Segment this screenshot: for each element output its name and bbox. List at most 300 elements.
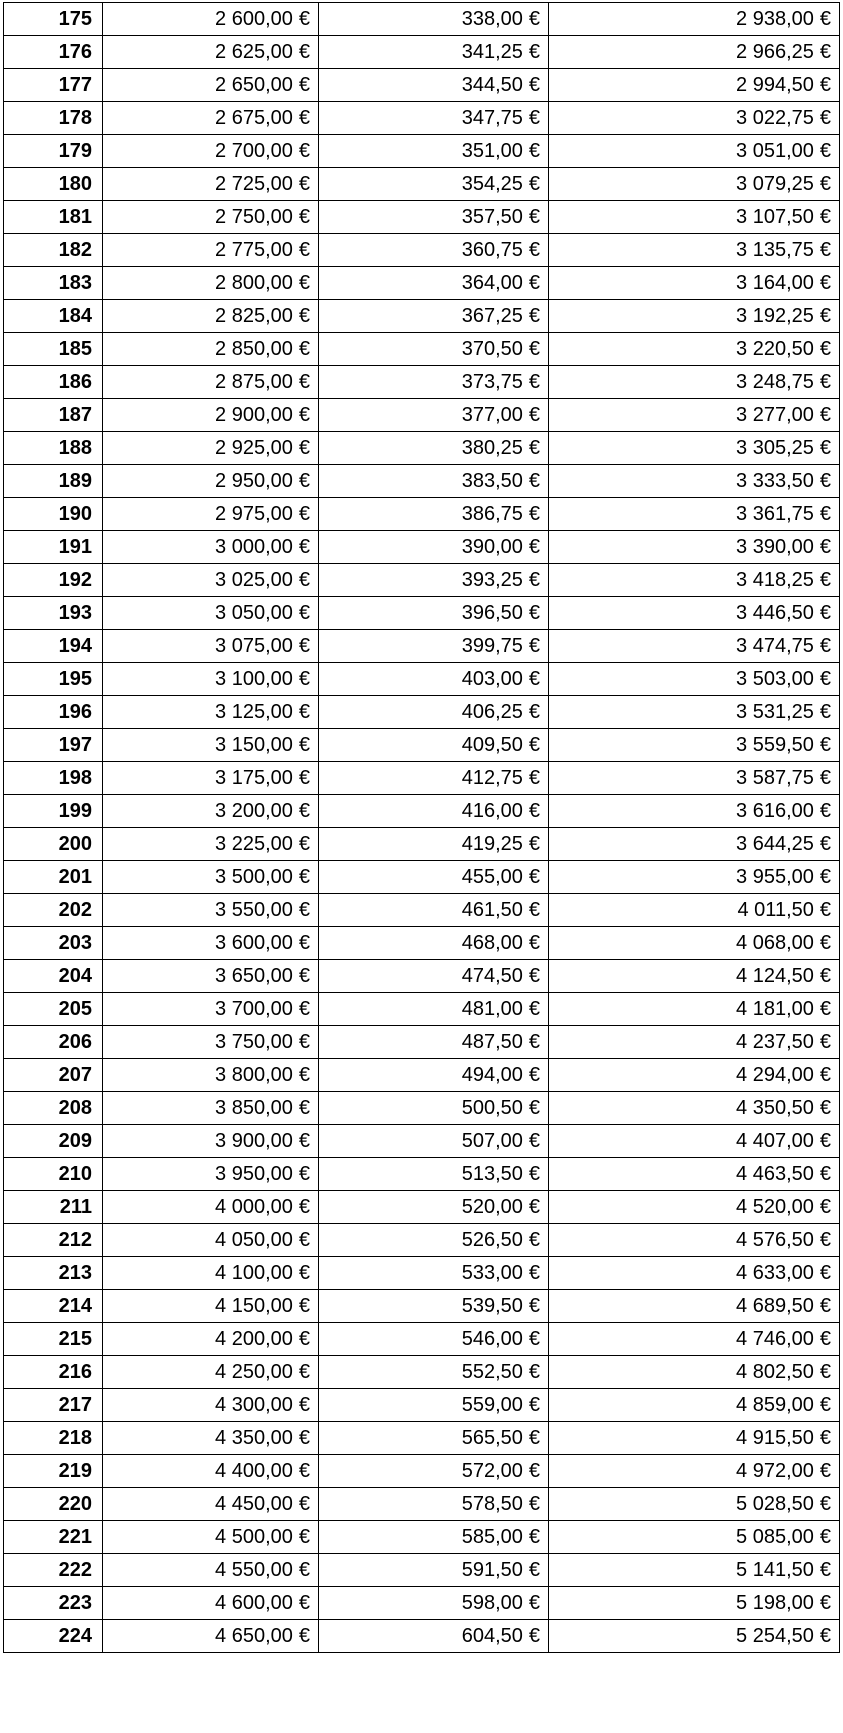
euro-icon: € <box>819 998 831 1020</box>
tax-cell <box>319 1059 549 1092</box>
euro-icon: € <box>298 1262 310 1284</box>
euro-icon: € <box>528 1361 540 1383</box>
cell-value: 189 <box>58 470 92 492</box>
tax-cell <box>319 498 549 531</box>
table-row <box>4 201 840 234</box>
cell-value: 198 <box>58 767 92 789</box>
cell-value: 2 966,25 <box>736 41 814 63</box>
euro-icon: € <box>819 1460 831 1482</box>
table-row <box>4 696 840 729</box>
cell-value: 5 198,00 <box>736 1592 814 1614</box>
row-number-cell <box>4 828 103 861</box>
row-number-cell <box>4 135 103 168</box>
cell-value: 179 <box>58 140 92 162</box>
cell-value: 188 <box>58 437 92 459</box>
cell-value: 180 <box>58 173 92 195</box>
cell-value: 215 <box>58 1328 92 1350</box>
euro-icon: € <box>298 1163 310 1185</box>
euro-icon: € <box>819 239 831 261</box>
euro-icon: € <box>819 734 831 756</box>
cell-value: 3 164,00 <box>736 272 814 294</box>
cell-value: 3 107,50 <box>736 206 814 228</box>
euro-icon: € <box>819 635 831 657</box>
euro-icon: € <box>298 1592 310 1614</box>
euro-icon: € <box>298 41 310 63</box>
euro-icon: € <box>819 1559 831 1581</box>
total-cell <box>549 531 840 564</box>
amount-cell <box>103 1257 319 1290</box>
cell-value: 3 050,00 <box>215 602 293 624</box>
euro-icon: € <box>298 107 310 129</box>
euro-icon: € <box>528 734 540 756</box>
total-cell <box>549 1323 840 1356</box>
table-row <box>4 1356 840 1389</box>
cell-value: 197 <box>58 734 92 756</box>
table-row <box>4 36 840 69</box>
tax-cell <box>319 861 549 894</box>
cell-value: 200 <box>58 833 92 855</box>
euro-icon: € <box>819 503 831 525</box>
euro-icon: € <box>298 371 310 393</box>
tax-cell <box>319 1356 549 1389</box>
total-cell <box>549 465 840 498</box>
amount-cell <box>103 300 319 333</box>
euro-icon: € <box>298 536 310 558</box>
euro-icon: € <box>819 866 831 888</box>
total-cell <box>549 1455 840 1488</box>
tax-cell <box>319 1026 549 1059</box>
total-cell <box>549 828 840 861</box>
total-cell <box>549 201 840 234</box>
row-number-cell <box>4 1455 103 1488</box>
total-cell <box>549 663 840 696</box>
euro-icon: € <box>819 305 831 327</box>
cell-value: 223 <box>58 1592 92 1614</box>
euro-icon: € <box>819 140 831 162</box>
euro-icon: € <box>298 1526 310 1548</box>
euro-icon: € <box>298 239 310 261</box>
amount-cell <box>103 729 319 762</box>
cell-value: 176 <box>58 41 92 63</box>
amount-cell <box>103 1224 319 1257</box>
euro-icon: € <box>298 767 310 789</box>
cell-value: 3 079,25 <box>736 173 814 195</box>
cell-value: 175 <box>58 8 92 30</box>
tax-cell <box>319 168 549 201</box>
table-row <box>4 300 840 333</box>
table-row <box>4 168 840 201</box>
amount-cell <box>103 1059 319 1092</box>
cell-value: 2 800,00 <box>215 272 293 294</box>
euro-icon: € <box>819 701 831 723</box>
cell-value: 4 802,50 <box>736 1361 814 1383</box>
euro-icon: € <box>298 1460 310 1482</box>
euro-icon: € <box>819 437 831 459</box>
cell-value: 212 <box>58 1229 92 1251</box>
tax-cell <box>319 1257 549 1290</box>
cell-value: 4 407,00 <box>736 1130 814 1152</box>
row-number-cell <box>4 69 103 102</box>
table-row <box>4 1158 840 1191</box>
total-cell <box>549 432 840 465</box>
cell-value: 4 463,50 <box>736 1163 814 1185</box>
euro-icon: € <box>528 1196 540 1218</box>
cell-value: 3 500,00 <box>215 866 293 888</box>
cell-value: 5 254,50 <box>736 1625 814 1647</box>
euro-icon: € <box>298 602 310 624</box>
tax-cell <box>319 696 549 729</box>
tax-cell <box>319 135 549 168</box>
cell-value: 2 700,00 <box>215 140 293 162</box>
euro-icon: € <box>528 635 540 657</box>
table-row <box>4 1488 840 1521</box>
euro-icon: € <box>528 74 540 96</box>
cell-value: 2 994,50 <box>736 74 814 96</box>
amount-cell <box>103 69 319 102</box>
euro-icon: € <box>819 1361 831 1383</box>
cell-value: 5 085,00 <box>736 1526 814 1548</box>
cell-value: 4 300,00 <box>215 1394 293 1416</box>
amount-cell <box>103 168 319 201</box>
row-number-cell <box>4 729 103 762</box>
row-number-cell <box>4 1092 103 1125</box>
tax-cell <box>319 1521 549 1554</box>
cell-value: 208 <box>58 1097 92 1119</box>
cell-value: 3 650,00 <box>215 965 293 987</box>
tax-cell <box>319 234 549 267</box>
row-number-cell <box>4 1257 103 1290</box>
euro-icon: € <box>528 8 540 30</box>
cell-value: 4 450,00 <box>215 1493 293 1515</box>
tax-cell <box>319 894 549 927</box>
table-row <box>4 927 840 960</box>
cell-value: 2 925,00 <box>215 437 293 459</box>
table-row <box>4 1125 840 1158</box>
tax-cell <box>319 1620 549 1653</box>
cell-value: 222 <box>58 1559 92 1581</box>
cell-value: 3 800,00 <box>215 1064 293 1086</box>
row-number-cell <box>4 696 103 729</box>
amount-cell <box>103 762 319 795</box>
amount-cell <box>103 366 319 399</box>
tax-cell <box>319 69 549 102</box>
tax-cell <box>319 1422 549 1455</box>
table-row <box>4 663 840 696</box>
amount-cell <box>103 894 319 927</box>
cell-value: 4 859,00 <box>736 1394 814 1416</box>
euro-icon: € <box>528 305 540 327</box>
table-row <box>4 894 840 927</box>
euro-icon: € <box>528 701 540 723</box>
euro-icon: € <box>298 1493 310 1515</box>
cell-value: 3 150,00 <box>215 734 293 756</box>
cell-value: 3 550,00 <box>215 899 293 921</box>
euro-icon: € <box>528 239 540 261</box>
total-cell <box>549 498 840 531</box>
amount-cell <box>103 1455 319 1488</box>
amount-cell <box>103 960 319 993</box>
cell-value: 4 633,00 <box>736 1262 814 1284</box>
total-cell <box>549 102 840 135</box>
euro-icon: € <box>528 437 540 459</box>
row-number-cell <box>4 630 103 663</box>
tax-cell <box>319 663 549 696</box>
euro-icon: € <box>819 965 831 987</box>
tax-cell <box>319 729 549 762</box>
row-number-cell <box>4 894 103 927</box>
total-cell <box>549 1158 840 1191</box>
euro-icon: € <box>528 41 540 63</box>
tax-cell <box>319 1587 549 1620</box>
total-cell <box>549 36 840 69</box>
row-number-cell <box>4 960 103 993</box>
cell-value: 214 <box>58 1295 92 1317</box>
euro-icon: € <box>298 1427 310 1449</box>
euro-icon: € <box>528 1427 540 1449</box>
cell-value: 4 500,00 <box>215 1526 293 1548</box>
cell-value: 181 <box>58 206 92 228</box>
table-row <box>4 1224 840 1257</box>
total-cell <box>549 234 840 267</box>
tax-cell <box>319 1554 549 1587</box>
row-number-cell <box>4 1323 103 1356</box>
cell-value: 4 600,00 <box>215 1592 293 1614</box>
row-number-cell <box>4 1488 103 1521</box>
total-cell <box>549 69 840 102</box>
cell-value: 2 900,00 <box>215 404 293 426</box>
cell-value: 196 <box>58 701 92 723</box>
cell-value: 206 <box>58 1031 92 1053</box>
euro-icon: € <box>819 1196 831 1218</box>
table-row <box>4 432 840 465</box>
amount-cell <box>103 36 319 69</box>
total-cell <box>549 1620 840 1653</box>
cell-value: 205 <box>58 998 92 1020</box>
price-table <box>3 2 840 1653</box>
tax-cell <box>319 1158 549 1191</box>
euro-icon: € <box>819 404 831 426</box>
cell-value: 526,50 <box>461 1229 523 1251</box>
total-cell <box>549 300 840 333</box>
tax-cell <box>319 531 549 564</box>
cell-value: 4 746,00 <box>736 1328 814 1350</box>
cell-value: 4 000,00 <box>215 1196 293 1218</box>
euro-icon: € <box>528 1592 540 1614</box>
table-row <box>4 1290 840 1323</box>
cell-value: 3 075,00 <box>215 635 293 657</box>
euro-icon: € <box>819 1097 831 1119</box>
amount-cell <box>103 564 319 597</box>
euro-icon: € <box>528 1229 540 1251</box>
euro-icon: € <box>528 1163 540 1185</box>
cell-value: 4 972,00 <box>736 1460 814 1482</box>
euro-icon: € <box>819 1427 831 1449</box>
total-cell <box>549 597 840 630</box>
cell-value: 4 100,00 <box>215 1262 293 1284</box>
cell-value: 370,50 <box>461 338 523 360</box>
cell-value: 419,25 <box>461 833 523 855</box>
cell-value: 4 689,50 <box>736 1295 814 1317</box>
amount-cell <box>103 1125 319 1158</box>
euro-icon: € <box>528 998 540 1020</box>
cell-value: 380,25 <box>461 437 523 459</box>
amount-cell <box>103 432 319 465</box>
row-number-cell <box>4 927 103 960</box>
total-cell <box>549 3 840 36</box>
euro-icon: € <box>528 1031 540 1053</box>
cell-value: 604,50 <box>461 1625 523 1647</box>
euro-icon: € <box>819 767 831 789</box>
cell-value: 406,25 <box>461 701 523 723</box>
row-number-cell <box>4 3 103 36</box>
cell-value: 412,75 <box>461 767 523 789</box>
table-row <box>4 399 840 432</box>
cell-value: 209 <box>58 1130 92 1152</box>
euro-icon: € <box>528 470 540 492</box>
cell-value: 201 <box>58 866 92 888</box>
cell-value: 3 333,50 <box>736 470 814 492</box>
tax-cell <box>319 1455 549 1488</box>
row-number-cell <box>4 1620 103 1653</box>
row-number-cell <box>4 1158 103 1191</box>
cell-value: 559,00 <box>461 1394 523 1416</box>
euro-icon: € <box>819 602 831 624</box>
euro-icon: € <box>298 1295 310 1317</box>
cell-value: 367,25 <box>461 305 523 327</box>
amount-cell <box>103 234 319 267</box>
total-cell <box>549 1125 840 1158</box>
cell-value: 202 <box>58 899 92 921</box>
cell-value: 4 011,50 <box>737 899 814 921</box>
cell-value: 4 200,00 <box>215 1328 293 1350</box>
total-cell <box>549 993 840 1026</box>
euro-icon: € <box>819 371 831 393</box>
cell-value: 513,50 <box>461 1163 523 1185</box>
euro-icon: € <box>819 470 831 492</box>
cell-value: 552,50 <box>461 1361 523 1383</box>
euro-icon: € <box>528 338 540 360</box>
tax-cell <box>319 1290 549 1323</box>
cell-value: 3 361,75 <box>736 503 814 525</box>
cell-value: 2 650,00 <box>215 74 293 96</box>
table-row <box>4 135 840 168</box>
cell-value: 360,75 <box>461 239 523 261</box>
cell-value: 2 775,00 <box>215 239 293 261</box>
cell-value: 194 <box>58 635 92 657</box>
table-row <box>4 498 840 531</box>
cell-value: 177 <box>58 74 92 96</box>
table-row <box>4 960 840 993</box>
cell-value: 203 <box>58 932 92 954</box>
total-cell <box>549 366 840 399</box>
cell-value: 520,00 <box>461 1196 523 1218</box>
total-cell <box>549 762 840 795</box>
table-row <box>4 102 840 135</box>
row-number-cell <box>4 993 103 1026</box>
cell-value: 533,00 <box>461 1262 523 1284</box>
euro-icon: € <box>819 1295 831 1317</box>
table-row <box>4 1620 840 1653</box>
cell-value: 185 <box>58 338 92 360</box>
table-row <box>4 861 840 894</box>
row-number-cell <box>4 1290 103 1323</box>
euro-icon: € <box>528 1130 540 1152</box>
cell-value: 377,00 <box>461 404 523 426</box>
tax-cell <box>319 1389 549 1422</box>
total-cell <box>549 1026 840 1059</box>
euro-icon: € <box>298 866 310 888</box>
euro-icon: € <box>298 701 310 723</box>
euro-icon: € <box>819 1526 831 1548</box>
row-number-cell <box>4 234 103 267</box>
euro-icon: € <box>819 1262 831 1284</box>
cell-value: 546,00 <box>461 1328 523 1350</box>
cell-value: 3 600,00 <box>215 932 293 954</box>
tax-cell <box>319 1224 549 1257</box>
euro-icon: € <box>528 1394 540 1416</box>
amount-cell <box>103 993 319 1026</box>
cell-value: 585,00 <box>461 1526 523 1548</box>
cell-value: 220 <box>58 1493 92 1515</box>
amount-cell <box>103 135 319 168</box>
table-row <box>4 69 840 102</box>
cell-value: 4 650,00 <box>215 1625 293 1647</box>
cell-value: 3 587,75 <box>736 767 814 789</box>
euro-icon: € <box>298 1031 310 1053</box>
tax-cell <box>319 36 549 69</box>
cell-value: 3 100,00 <box>215 668 293 690</box>
cell-value: 3 175,00 <box>215 767 293 789</box>
cell-value: 3 750,00 <box>215 1031 293 1053</box>
euro-icon: € <box>528 206 540 228</box>
cell-value: 3 531,25 <box>736 701 814 723</box>
amount-cell <box>103 927 319 960</box>
euro-icon: € <box>298 1229 310 1251</box>
table-row <box>4 1422 840 1455</box>
cell-value: 2 825,00 <box>215 305 293 327</box>
row-number-cell <box>4 168 103 201</box>
euro-icon: € <box>528 668 540 690</box>
row-number-cell <box>4 663 103 696</box>
table-row <box>4 267 840 300</box>
cell-value: 2 675,00 <box>215 107 293 129</box>
euro-icon: € <box>819 932 831 954</box>
cell-value: 487,50 <box>461 1031 523 1053</box>
tax-cell <box>319 1323 549 1356</box>
euro-icon: € <box>298 8 310 30</box>
tax-cell <box>319 1488 549 1521</box>
euro-icon: € <box>298 569 310 591</box>
euro-icon: € <box>528 932 540 954</box>
amount-cell <box>103 1554 319 1587</box>
total-cell <box>549 135 840 168</box>
table-row <box>4 1521 840 1554</box>
euro-icon: € <box>298 899 310 921</box>
table-row <box>4 564 840 597</box>
row-number-cell <box>4 1587 103 1620</box>
euro-icon: € <box>819 536 831 558</box>
tax-cell <box>319 993 549 1026</box>
row-number-cell <box>4 366 103 399</box>
euro-icon: € <box>298 1130 310 1152</box>
euro-icon: € <box>298 1361 310 1383</box>
tax-cell <box>319 630 549 663</box>
table-row <box>4 1389 840 1422</box>
cell-value: 4 350,00 <box>215 1427 293 1449</box>
amount-cell <box>103 1356 319 1389</box>
cell-value: 578,50 <box>461 1493 523 1515</box>
total-cell <box>549 1191 840 1224</box>
